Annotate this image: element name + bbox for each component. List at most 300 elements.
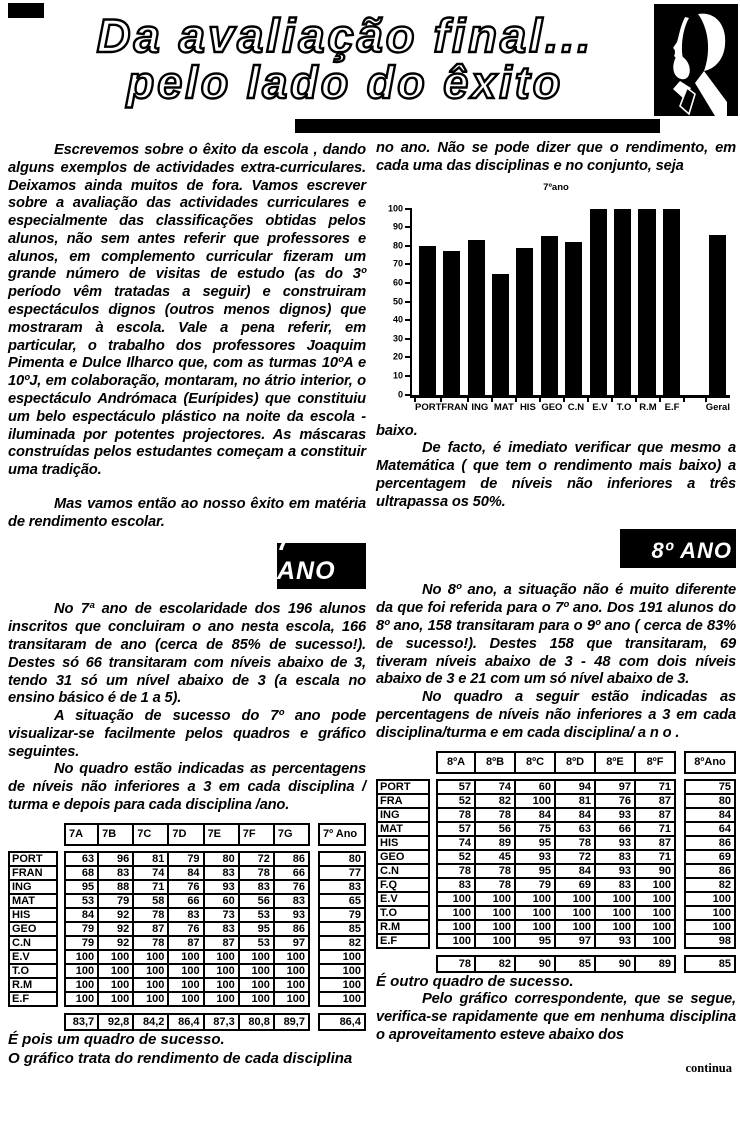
value-cell: 100 <box>64 977 99 993</box>
bar-slot <box>439 209 463 395</box>
bar-slot-spacer <box>684 209 706 395</box>
row-label: E.F <box>376 933 430 949</box>
y-axis-tick <box>405 375 412 377</box>
y-axis-tick-label: 20 <box>392 351 403 362</box>
chart-bars <box>415 209 730 395</box>
value-cell: 86 <box>275 851 310 867</box>
y-axis-tick-label: 80 <box>392 240 403 251</box>
value-cell: 66 <box>169 893 204 909</box>
row-label: ING <box>8 879 58 895</box>
value-cell: 83 <box>596 877 636 893</box>
value-cell: 69 <box>556 877 596 893</box>
table-spacer <box>676 849 684 861</box>
table-spacer <box>310 851 318 863</box>
value-cell: 100 <box>64 949 99 965</box>
value-cell: 90 <box>636 863 676 879</box>
value-cell: 100 <box>64 991 99 1007</box>
table-row <box>8 991 366 1007</box>
table-spacer <box>676 835 684 847</box>
value-cell: 68 <box>64 865 99 881</box>
table-spacer <box>676 891 684 903</box>
y-axis-tick-label: 70 <box>392 258 403 269</box>
left-column <box>8 142 366 1068</box>
row-label: E.V <box>8 949 58 965</box>
average-cell: 89 <box>636 955 676 973</box>
value-cell: 100 <box>205 963 240 979</box>
value-cell: 100 <box>596 919 636 935</box>
x-axis-label: Geral <box>705 401 730 413</box>
value-cell: 100 <box>636 933 676 949</box>
year-average-cell: 86,4 <box>318 1013 366 1031</box>
paragraph-baixo: baixo. <box>376 422 418 439</box>
table-spacer <box>310 991 318 1003</box>
value-cell: 66 <box>596 821 636 837</box>
title-underline-bar <box>295 119 660 133</box>
value-cell: 100 <box>275 991 310 1007</box>
value-cell: 100 <box>99 991 134 1007</box>
x-axis-label: FRAN <box>441 401 468 413</box>
year-value-cell: 98 <box>684 933 736 949</box>
caption-7ano-chart: O gráfico trata do rendimento de cada disciplina <box>8 1049 353 1067</box>
value-cell: 81 <box>556 793 596 809</box>
value-cell: 100 <box>64 963 99 979</box>
year-value-cell: 83 <box>318 879 366 895</box>
paragraph-continuation: no ano. Não se pode dizer que o rendimento, em cada uma das disciplinas e no conjunto, seja <box>376 140 736 174</box>
bar-slot <box>635 209 659 395</box>
value-cell: 100 <box>169 949 204 965</box>
column-header: 7A <box>64 823 99 846</box>
portrait-illustration <box>654 4 738 116</box>
value-cell: 93 <box>205 879 240 895</box>
value-cell: 82 <box>476 793 516 809</box>
year-column-header: 8ºAno <box>684 751 736 774</box>
chart-x-axis-labels <box>415 402 730 413</box>
row-label: HIS <box>376 835 430 851</box>
value-cell: 71 <box>636 821 676 837</box>
y-axis-tick-label: 90 <box>392 221 403 232</box>
value-cell: 100 <box>436 933 476 949</box>
column-header: 8ºD <box>556 751 596 774</box>
value-cell: 76 <box>596 793 636 809</box>
bar <box>614 209 631 395</box>
table-spacer <box>310 1013 318 1027</box>
row-label: T.O <box>376 905 430 921</box>
value-cell: 100 <box>516 905 556 921</box>
value-cell: 84 <box>516 807 556 823</box>
value-cell: 76 <box>169 921 204 937</box>
value-cell: 100 <box>99 949 134 965</box>
value-cell: 63 <box>64 851 99 867</box>
table-spacer <box>310 907 318 919</box>
value-cell: 56 <box>240 893 275 909</box>
value-cell: 92 <box>99 907 134 923</box>
value-cell: 52 <box>436 849 476 865</box>
table-row <box>8 1013 366 1031</box>
value-cell: 100 <box>205 949 240 965</box>
value-cell: 53 <box>64 893 99 909</box>
year-value-cell: 85 <box>318 921 366 937</box>
bar-slot <box>659 209 683 395</box>
y-axis-tick-label: 10 <box>392 370 403 381</box>
table-spacer <box>676 933 684 945</box>
value-cell: 88 <box>99 879 134 895</box>
value-cell: 94 <box>556 779 596 795</box>
row-label: MAT <box>8 893 58 909</box>
value-cell: 73 <box>205 907 240 923</box>
value-cell: 95 <box>240 921 275 937</box>
y-axis-tick-label: 0 <box>397 389 403 400</box>
y-axis-tick <box>405 301 412 303</box>
bar <box>492 274 509 395</box>
value-cell: 100 <box>205 991 240 1007</box>
year-value-cell: 86 <box>684 835 736 851</box>
value-cell: 100 <box>596 905 636 921</box>
x-axis-label: E.F <box>660 402 684 413</box>
page-title-line1: Da avaliação final... <box>96 9 594 62</box>
value-cell: 100 <box>205 977 240 993</box>
value-cell: 79 <box>169 851 204 867</box>
average-cell: 80,8 <box>240 1013 275 1031</box>
value-cell: 84 <box>556 807 596 823</box>
value-cell: 83 <box>275 893 310 909</box>
value-cell: 95 <box>516 933 556 949</box>
value-cell: 100 <box>436 891 476 907</box>
section-header-7ano: 7º ANO <box>277 543 366 589</box>
value-cell: 100 <box>636 919 676 935</box>
value-cell: 57 <box>436 779 476 795</box>
value-cell: 87 <box>636 793 676 809</box>
value-cell: 53 <box>240 935 275 951</box>
value-cell: 97 <box>275 935 310 951</box>
average-cell: 83,7 <box>64 1013 99 1031</box>
value-cell: 52 <box>436 793 476 809</box>
year-value-cell: 80 <box>684 793 736 809</box>
table-row <box>376 955 736 973</box>
value-cell: 100 <box>476 919 516 935</box>
value-cell: 78 <box>476 863 516 879</box>
value-cell: 100 <box>134 991 169 1007</box>
value-cell: 93 <box>596 933 636 949</box>
page-title-line2: pelo lado do êxito <box>126 56 564 108</box>
year-column-header: 7º Ano <box>318 823 366 846</box>
value-cell: 100 <box>240 991 275 1007</box>
bar <box>419 246 436 395</box>
bar-slot <box>488 209 512 395</box>
average-cell: 90 <box>596 955 636 973</box>
value-cell: 100 <box>275 963 310 979</box>
value-cell: 63 <box>556 821 596 837</box>
year-value-cell: 77 <box>318 865 366 881</box>
value-cell: 93 <box>596 835 636 851</box>
row-label: MAT <box>376 821 430 837</box>
table-spacer <box>676 955 684 969</box>
value-cell: 83 <box>596 849 636 865</box>
value-cell: 79 <box>64 935 99 951</box>
value-cell: 72 <box>556 849 596 865</box>
table-spacer <box>310 963 318 975</box>
row-label: E.F <box>8 991 58 1007</box>
value-cell: 100 <box>556 919 596 935</box>
value-cell: 83 <box>240 879 275 895</box>
value-cell: 100 <box>240 977 275 993</box>
average-cell: 90 <box>516 955 556 973</box>
table-row <box>8 823 366 846</box>
value-cell: 45 <box>476 849 516 865</box>
y-axis-tick <box>405 282 412 284</box>
year-value-cell: 79 <box>318 907 366 923</box>
value-cell: 100 <box>134 977 169 993</box>
chart-title: 7ºano <box>543 181 569 193</box>
average-cell: 86,4 <box>169 1013 204 1031</box>
row-label: PORT <box>8 851 58 867</box>
value-cell: 100 <box>436 919 476 935</box>
value-cell: 100 <box>596 891 636 907</box>
row-label: FRAN <box>8 865 58 881</box>
table-spacer <box>676 919 684 931</box>
value-cell: 80 <box>205 851 240 867</box>
value-cell: 96 <box>99 851 134 867</box>
value-cell: 81 <box>134 851 169 867</box>
average-cell: 85 <box>556 955 596 973</box>
table-8ano <box>376 751 736 973</box>
y-axis-tick <box>405 263 412 265</box>
bar <box>709 235 726 395</box>
year-value-cell: 82 <box>684 877 736 893</box>
value-cell: 71 <box>636 779 676 795</box>
value-cell: 78 <box>476 807 516 823</box>
column-header: 8ºC <box>516 751 556 774</box>
value-cell: 100 <box>516 891 556 907</box>
row-label: GEO <box>376 849 430 865</box>
x-axis-label: PORT <box>415 401 442 413</box>
value-cell: 100 <box>556 905 596 921</box>
column-header: 7D <box>169 823 204 846</box>
row-label: F.Q <box>376 877 430 893</box>
value-cell: 78 <box>476 877 516 893</box>
row-label: HIS <box>8 907 58 923</box>
value-cell: 97 <box>556 933 596 949</box>
value-cell: 93 <box>516 849 556 865</box>
bar-slot <box>610 209 634 395</box>
value-cell: 74 <box>436 835 476 851</box>
value-cell: 93 <box>596 863 636 879</box>
average-cell: 82 <box>476 955 516 973</box>
table-7ano <box>8 823 366 1031</box>
value-cell: 100 <box>476 905 516 921</box>
x-label-spacer <box>684 402 706 413</box>
y-axis-tick-label: 60 <box>392 277 403 288</box>
value-cell: 100 <box>169 977 204 993</box>
value-cell: 76 <box>275 879 310 895</box>
paragraph-7ano-stats: No 7ª ano de escolaridade dos 196 alunos inscritos que concluiram o ano nesta escola, 166 transitaram de ano (cerca de 85% de sucesso!). Destes só 66 transitaram com níveis abaixo de 3, tendo 31 só um nível abaixo de 3 (a escala no ensino básico é de 1 a 5). <box>8 601 366 707</box>
table-spacer <box>676 779 684 791</box>
value-cell: 60 <box>516 779 556 795</box>
value-cell: 95 <box>516 863 556 879</box>
value-cell: 100 <box>169 963 204 979</box>
paragraph-7ano-success: A situação de sucesso do 7º ano pode visualizar-se facilmente pelos quadros e gráfico seguintes. <box>8 708 366 760</box>
bar <box>443 251 460 394</box>
table-corner-blank <box>376 955 430 969</box>
x-axis-label: GEO <box>541 401 563 413</box>
value-cell: 87 <box>169 935 204 951</box>
x-axis-label: R.M <box>636 402 660 413</box>
year-value-cell: 84 <box>684 807 736 823</box>
value-cell: 93 <box>596 807 636 823</box>
row-label: E.V <box>376 891 430 907</box>
value-cell: 71 <box>636 849 676 865</box>
year-value-cell: 100 <box>318 977 366 993</box>
value-cell: 74 <box>476 779 516 795</box>
table-corner-blank <box>376 751 430 763</box>
table-corner-blank <box>8 1013 58 1027</box>
value-cell: 100 <box>134 963 169 979</box>
bar-slot <box>513 209 537 395</box>
bar <box>638 209 655 395</box>
value-cell: 53 <box>240 907 275 923</box>
table-spacer <box>310 865 318 877</box>
value-cell: 92 <box>99 921 134 937</box>
section-header-8ano: 8º ANO <box>620 529 736 568</box>
paragraph-matematica: De facto, é imediato verificar que mesmo a Matemática ( que tem o rendimento mais baixo) a percentagem de níveis não inferiores a três ultrapassa os 50%. <box>376 440 736 510</box>
bar <box>541 236 558 394</box>
value-cell: 75 <box>516 821 556 837</box>
average-cell: 92,8 <box>99 1013 134 1031</box>
value-cell: 100 <box>99 977 134 993</box>
bar-slot <box>562 209 586 395</box>
value-cell: 92 <box>99 935 134 951</box>
year-value-cell: 100 <box>684 919 736 935</box>
value-cell: 100 <box>240 949 275 965</box>
bar-slot <box>537 209 561 395</box>
bar-slot <box>415 209 439 395</box>
average-cell: 87,3 <box>205 1013 240 1031</box>
year-value-cell: 86 <box>684 863 736 879</box>
value-cell: 83 <box>205 865 240 881</box>
bar-slot <box>464 209 488 395</box>
column-header: 8ºB <box>476 751 516 774</box>
row-label: GEO <box>8 921 58 937</box>
paragraph-7ano-table-intro: No quadro estão indicadas as percentagens de níveis não inferiores a 3 em cada disciplina / turma e depois para cada disciplina /ano. <box>8 761 366 813</box>
value-cell: 83 <box>436 877 476 893</box>
table-spacer <box>310 879 318 891</box>
row-label: R.M <box>376 919 430 935</box>
x-axis-label: E.V <box>588 402 612 413</box>
year-value-cell: 69 <box>684 849 736 865</box>
value-cell: 100 <box>99 963 134 979</box>
y-axis-tick <box>405 356 412 358</box>
bar-slot <box>586 209 610 395</box>
paragraph-8ano-chart-intro: Pelo gráfico correspondente, que se segue, verifica-se rapidamente que em nenhuma disciplina o aproveitamento esteve abaixo dos <box>376 991 736 1043</box>
value-cell: 78 <box>556 835 596 851</box>
value-cell: 83 <box>169 907 204 923</box>
value-cell: 93 <box>275 907 310 923</box>
year-value-cell: 64 <box>684 821 736 837</box>
x-axis-label: HIS <box>516 402 540 413</box>
right-column <box>376 140 736 1076</box>
table-spacer <box>676 877 684 889</box>
value-cell: 95 <box>64 879 99 895</box>
caption-8ano-success: É outro quadro de sucesso. <box>376 972 574 990</box>
table-spacer <box>676 751 684 763</box>
table-row <box>376 933 736 949</box>
bar-slot <box>706 209 730 395</box>
row-label: ING <box>376 807 430 823</box>
value-cell: 100 <box>134 949 169 965</box>
page-title <box>0 9 690 108</box>
y-axis-tick <box>405 245 412 247</box>
value-cell: 100 <box>169 991 204 1007</box>
bar <box>468 240 485 394</box>
row-label: T.O <box>8 963 58 979</box>
value-cell: 100 <box>476 933 516 949</box>
table-spacer <box>676 807 684 819</box>
value-cell: 66 <box>275 865 310 881</box>
bar <box>590 209 607 395</box>
y-axis-tick <box>405 319 412 321</box>
continuation-marker: continua <box>685 1060 732 1075</box>
value-cell: 83 <box>99 865 134 881</box>
value-cell: 83 <box>205 921 240 937</box>
y-axis-tick <box>405 226 412 228</box>
value-cell: 56 <box>476 821 516 837</box>
year-value-cell: 100 <box>684 905 736 921</box>
value-cell: 78 <box>134 907 169 923</box>
value-cell: 100 <box>275 977 310 993</box>
row-label: R.M <box>8 977 58 993</box>
bar <box>663 209 680 395</box>
value-cell: 86 <box>275 921 310 937</box>
x-axis-label: MAT <box>492 402 516 413</box>
average-cell: 84,2 <box>134 1013 169 1031</box>
caption-7ano-success: É pois um quadro de sucesso. <box>8 1030 225 1048</box>
year-value-cell: 100 <box>318 963 366 979</box>
year-value-cell: 65 <box>318 893 366 909</box>
value-cell: 87 <box>636 835 676 851</box>
value-cell: 100 <box>516 793 556 809</box>
year-value-cell: 75 <box>684 779 736 795</box>
paragraph-intro: Escrevemos sobre o êxito da escola , dando alguns exemplos de actividades extra-curriculares. Deixamos ainda muitos de fora. Vamos escrever sobre a avaliação das actividades curriculares e especialmente das classificações obtidas pelos alunos, não sem antes referir que professores e alunos, em complemento curricular fizeram um grande número de visitas de estudo (as do 3º período vêm tratadas a seguir) e construiram espectáculos dignos (outros menos dignos) que mostraram à escola. Vale a pena referir, em particular, o trabalho dos professores Joaquim Pimenta e Dulce Ilharco que, com as turmas 10ºA e 10ºJ, em colaboração, montaram, no átrio interior, o espectáculo Andrómaca (Eurípides) que constituiu um belo espectáculo plástico na noite da escola - iluminada por potentes projectores. As máscaras construídas pelos estudantes começam a constituir uma tradição. <box>8 142 366 479</box>
year-average-cell: 85 <box>684 955 736 973</box>
value-cell: 100 <box>436 905 476 921</box>
table-row <box>376 751 736 774</box>
value-cell: 71 <box>134 879 169 895</box>
table-spacer <box>676 905 684 917</box>
column-header: 7F <box>240 823 275 846</box>
table-spacer <box>310 977 318 989</box>
value-cell: 79 <box>99 893 134 909</box>
y-axis-tick-label: 50 <box>392 296 403 307</box>
row-label: FRA <box>376 793 430 809</box>
value-cell: 100 <box>636 877 676 893</box>
year-value-cell: 82 <box>318 935 366 951</box>
value-cell: 84 <box>64 907 99 923</box>
value-cell: 89 <box>476 835 516 851</box>
table-spacer <box>310 921 318 933</box>
table-spacer <box>310 893 318 905</box>
y-axis-tick <box>405 208 412 210</box>
value-cell: 100 <box>636 905 676 921</box>
y-axis-tick-label: 100 <box>387 203 403 214</box>
column-header: 7E <box>205 823 240 846</box>
year-value-cell: 100 <box>318 949 366 965</box>
column-header: 8ºA <box>436 751 476 774</box>
chart-plot-area <box>387 203 730 400</box>
table-corner-blank <box>8 823 58 835</box>
year-value-cell: 100 <box>318 991 366 1007</box>
paragraph-8ano-table-intro: No quadro a seguir estão indicadas as percentagens de níveis não inferiores a 3 em cada disciplina/turma e em cada disciplina/ a n o . <box>376 689 736 741</box>
bar <box>565 242 582 395</box>
value-cell: 78 <box>436 807 476 823</box>
